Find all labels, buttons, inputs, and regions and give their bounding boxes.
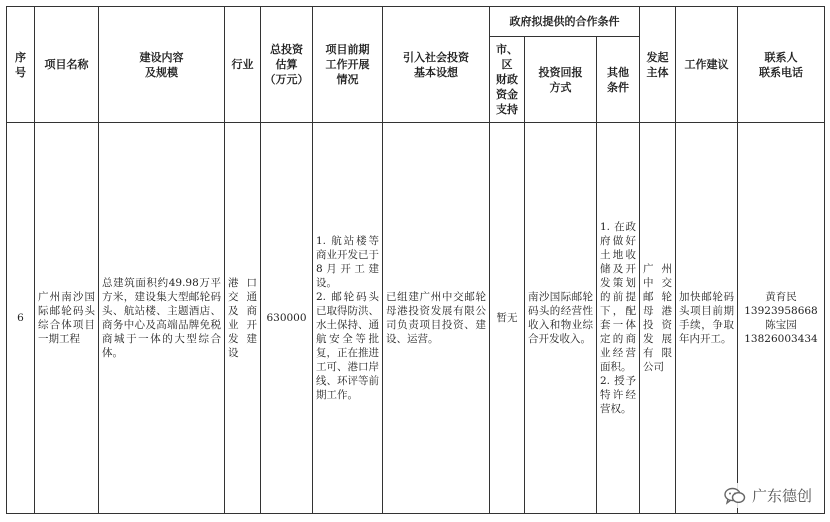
cell-industry: 港口交通及商业开发建设: [225, 123, 261, 514]
cell-gov-other: 1. 在政府做好土地收储及开发策划的前提下，配套一体定的商业经营面积。 2. 授予特许经营权。: [597, 123, 640, 514]
header-project-name: 项目名称: [35, 7, 99, 123]
cell-project-name: 广州南沙国际邮轮码头综合体项目一期工程: [35, 123, 99, 514]
header-gov-other: 其他 条件: [597, 37, 640, 123]
cell-social-investment: 已组建广州中交邮轮母港投资发展有限公司负责项目投资、建设、运营。: [383, 123, 490, 514]
header-content-scale: 建设内容 及规模: [99, 7, 225, 123]
header-total-investment: 总投资 估算 （万元）: [261, 7, 313, 123]
watermark-text: 广东德创: [751, 487, 812, 505]
header-prework-status: 项目前期 工作开展 情况: [313, 7, 383, 123]
cooperation-projects-table: [6, 6, 825, 514]
header-industry: 行业: [225, 7, 261, 123]
watermark: [720, 483, 816, 508]
header-social-investment: 引入社会投资 基本设想: [383, 7, 490, 123]
header-gov-return: 投资回报 方式: [525, 37, 597, 123]
document-table-wrapper: [6, 6, 824, 514]
cell-gov-funds: 暂无: [490, 123, 525, 514]
header-gov-funds: 市、区 财政 资金 支持: [490, 37, 525, 123]
cell-initiator: 广州中交邮轮母港投资发展有限公司: [640, 123, 676, 514]
cell-contact: 黄育民 13923958668 陈宝园 13826003434: [738, 123, 825, 514]
cell-total-investment: 630000: [261, 123, 313, 514]
header-seq: 序号: [7, 7, 35, 123]
wechat-icon: [724, 487, 746, 505]
cell-content-scale: 总建筑面积约49.98万平方米，建设集大型邮轮码头、航站楼、主题酒店、商务中心及高端品牌免税商城于一体的大型综合体。: [99, 123, 225, 514]
header-initiator: 发起 主体: [640, 7, 676, 123]
cell-work-suggestion: 加快邮轮码头项目前期手续，争取年内开工。: [676, 123, 738, 514]
header-gov-conditions: 政府拟提供的合作条件: [490, 7, 640, 37]
cell-gov-return: 南沙国际邮轮码头的经营性收入和物业综合开发收入。: [525, 123, 597, 514]
cell-seq: 6: [7, 123, 35, 514]
table-row: [7, 123, 825, 514]
header-contact: 联系人 联系电话: [738, 7, 825, 123]
header-work-suggestion: 工作建议: [676, 7, 738, 123]
cell-prework-status: 1. 航站楼等商业开发已于8月开工建设。 2. 邮轮码头已取得防洪、水土保持、通航安全等批复，正在推进工可、港口岸线、环评等前期工作。: [313, 123, 383, 514]
